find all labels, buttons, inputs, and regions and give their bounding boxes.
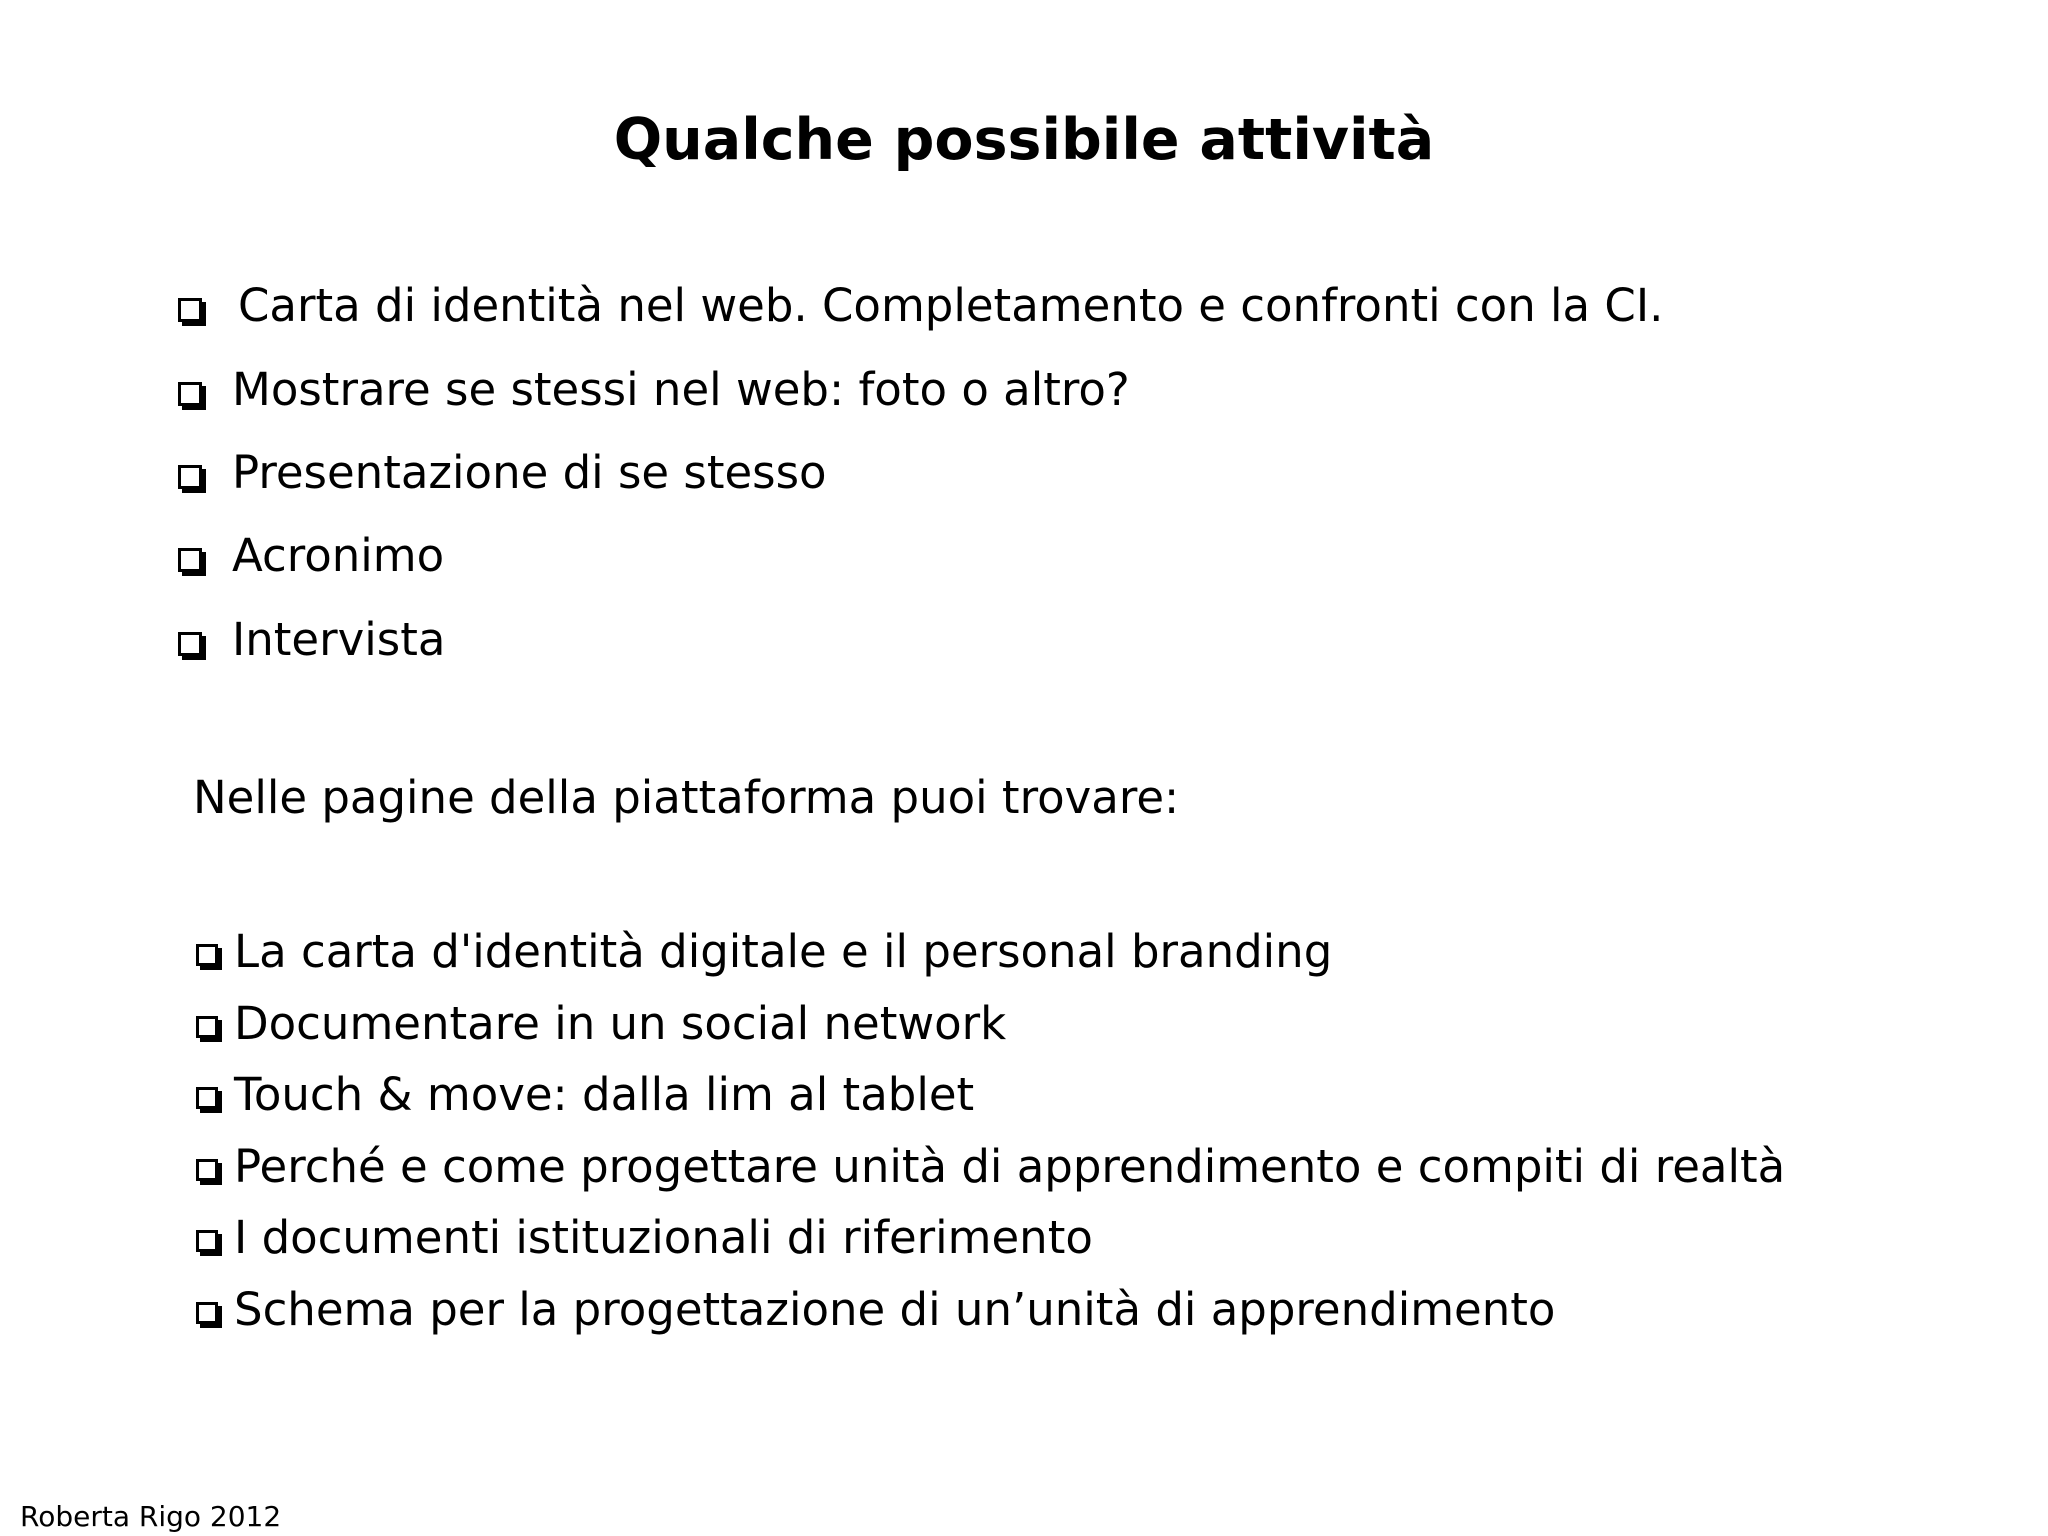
checkbox-bullet-icon bbox=[196, 1302, 218, 1324]
checkbox-bullet-icon bbox=[196, 944, 218, 966]
list-item-text: Documentare in un social network bbox=[234, 997, 1007, 1050]
list-item-text: Mostrare se stessi nel web: foto o altro? bbox=[232, 363, 1130, 416]
checkbox-bullet-icon bbox=[178, 465, 202, 489]
checkbox-bullet-icon bbox=[178, 382, 202, 406]
list-item-text: La carta d'identità digitale e il personal branding bbox=[234, 925, 1333, 978]
footer-credit: Roberta Rigo 2012 bbox=[20, 1500, 282, 1533]
list-item-text: Touch & move: dalla lim al tablet bbox=[234, 1068, 975, 1121]
list-item-text: Carta di identità nel web. Completamento e confronti con la CI. bbox=[238, 279, 1664, 332]
checkbox-bullet-icon bbox=[178, 298, 202, 322]
slide-title: Qualche possibile attività bbox=[613, 107, 1435, 173]
checkbox-bullet-icon bbox=[196, 1159, 218, 1181]
resources-intro: Nelle pagine della piattaforma puoi trovare: bbox=[193, 771, 1180, 824]
list-item-text: Intervista bbox=[232, 613, 446, 666]
list-item-text: Schema per la progettazione di un’unità di apprendimento bbox=[234, 1283, 1556, 1336]
list-item-text: Acronimo bbox=[232, 529, 445, 582]
list-item-text: Perché e come progettare unità di apprendimento e compiti di realtà bbox=[234, 1140, 1786, 1193]
list-item-text: Presentazione di se stesso bbox=[232, 446, 827, 499]
list-item-text: I documenti istituzionali di riferimento bbox=[234, 1211, 1093, 1264]
checkbox-bullet-icon bbox=[196, 1016, 218, 1038]
checkbox-bullet-icon bbox=[196, 1087, 218, 1109]
checkbox-bullet-icon bbox=[178, 548, 202, 572]
checkbox-bullet-icon bbox=[178, 632, 202, 656]
checkbox-bullet-icon bbox=[196, 1230, 218, 1252]
